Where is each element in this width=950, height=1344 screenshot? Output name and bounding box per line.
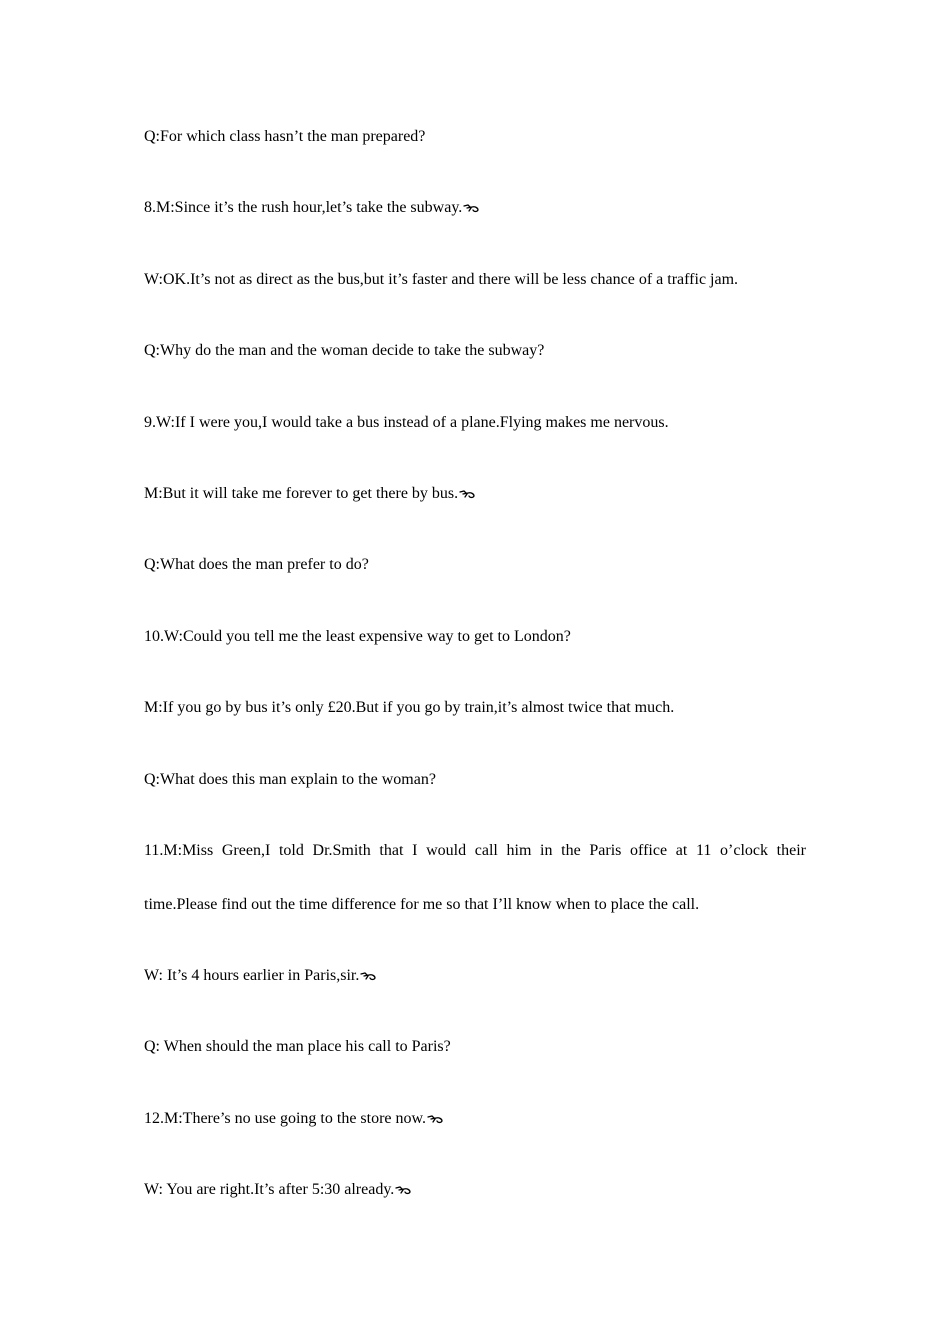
- paragraph: [144, 335, 806, 367]
- paragraph-text: Q:For which class hasn’t the man prepared?: [144, 128, 426, 145]
- paragraph-text: Q:What does this man explain to the woman?: [144, 770, 436, 788]
- paragraph-text: W: You are right.It’s after 5:30 already.: [144, 1181, 395, 1199]
- paragraph-text: 12.M:There’s no use going to the store now.: [144, 1109, 427, 1127]
- paragraph-text: M:But it will take me forever to get there by bus.: [144, 484, 459, 502]
- paragraph-text: Q: When should the man place his call to Paris?: [144, 1038, 451, 1056]
- paragraph: [144, 621, 806, 653]
- paragraph-text: Q:Why do the man and the woman decide to take the subway?: [144, 342, 545, 360]
- scribble-mark-icon: [360, 971, 377, 981]
- scribble-mark-icon: [463, 203, 480, 213]
- paragraph: [144, 121, 806, 153]
- paragraph: [144, 960, 806, 992]
- paragraph-text: 8.M:Since it’s the rush hour,let’s take the subway.: [144, 199, 463, 217]
- paragraph: [144, 692, 806, 724]
- paragraph: [144, 1103, 806, 1135]
- paragraph-text: 9.W:If I were you,I would take a bus instead of a plane.Flying makes me nervous.: [144, 413, 669, 431]
- paragraph-text: W: It’s 4 hours earlier in Paris,sir.: [144, 966, 360, 984]
- paragraph: [144, 478, 806, 510]
- scribble-mark-icon: [395, 1185, 412, 1195]
- scribble-mark-icon: [427, 1114, 444, 1124]
- paragraph: [144, 1031, 806, 1063]
- scribble-mark-icon: [459, 489, 476, 499]
- paragraph-text: 11.M:Miss Green,I told Dr.Smith that I would call him in the Paris office at 11 o’clock their time.Please find out the time difference for me so that I’ll know when to place the call.: [144, 842, 806, 913]
- paragraph-text: 10.W:Could you tell me the least expensive way to get to London?: [144, 627, 571, 645]
- paragraph: [144, 407, 806, 439]
- paragraph: [144, 764, 806, 796]
- paragraph-text: W:OK.It’s not as direct as the bus,but it’s faster and there will be less chance of a traffic jam.: [144, 270, 739, 288]
- paragraph: [144, 1174, 806, 1206]
- paragraph: [144, 264, 806, 296]
- paragraph: [144, 192, 806, 224]
- paragraph-text: M:If you go by bus it’s only £20.But if you go by train,it’s almost twice that much.: [144, 699, 675, 717]
- transcript-body: [144, 121, 806, 1245]
- paragraph-text: Q:What does the man prefer to do?: [144, 556, 369, 574]
- paragraph: [144, 549, 806, 581]
- paragraph: [144, 824, 806, 931]
